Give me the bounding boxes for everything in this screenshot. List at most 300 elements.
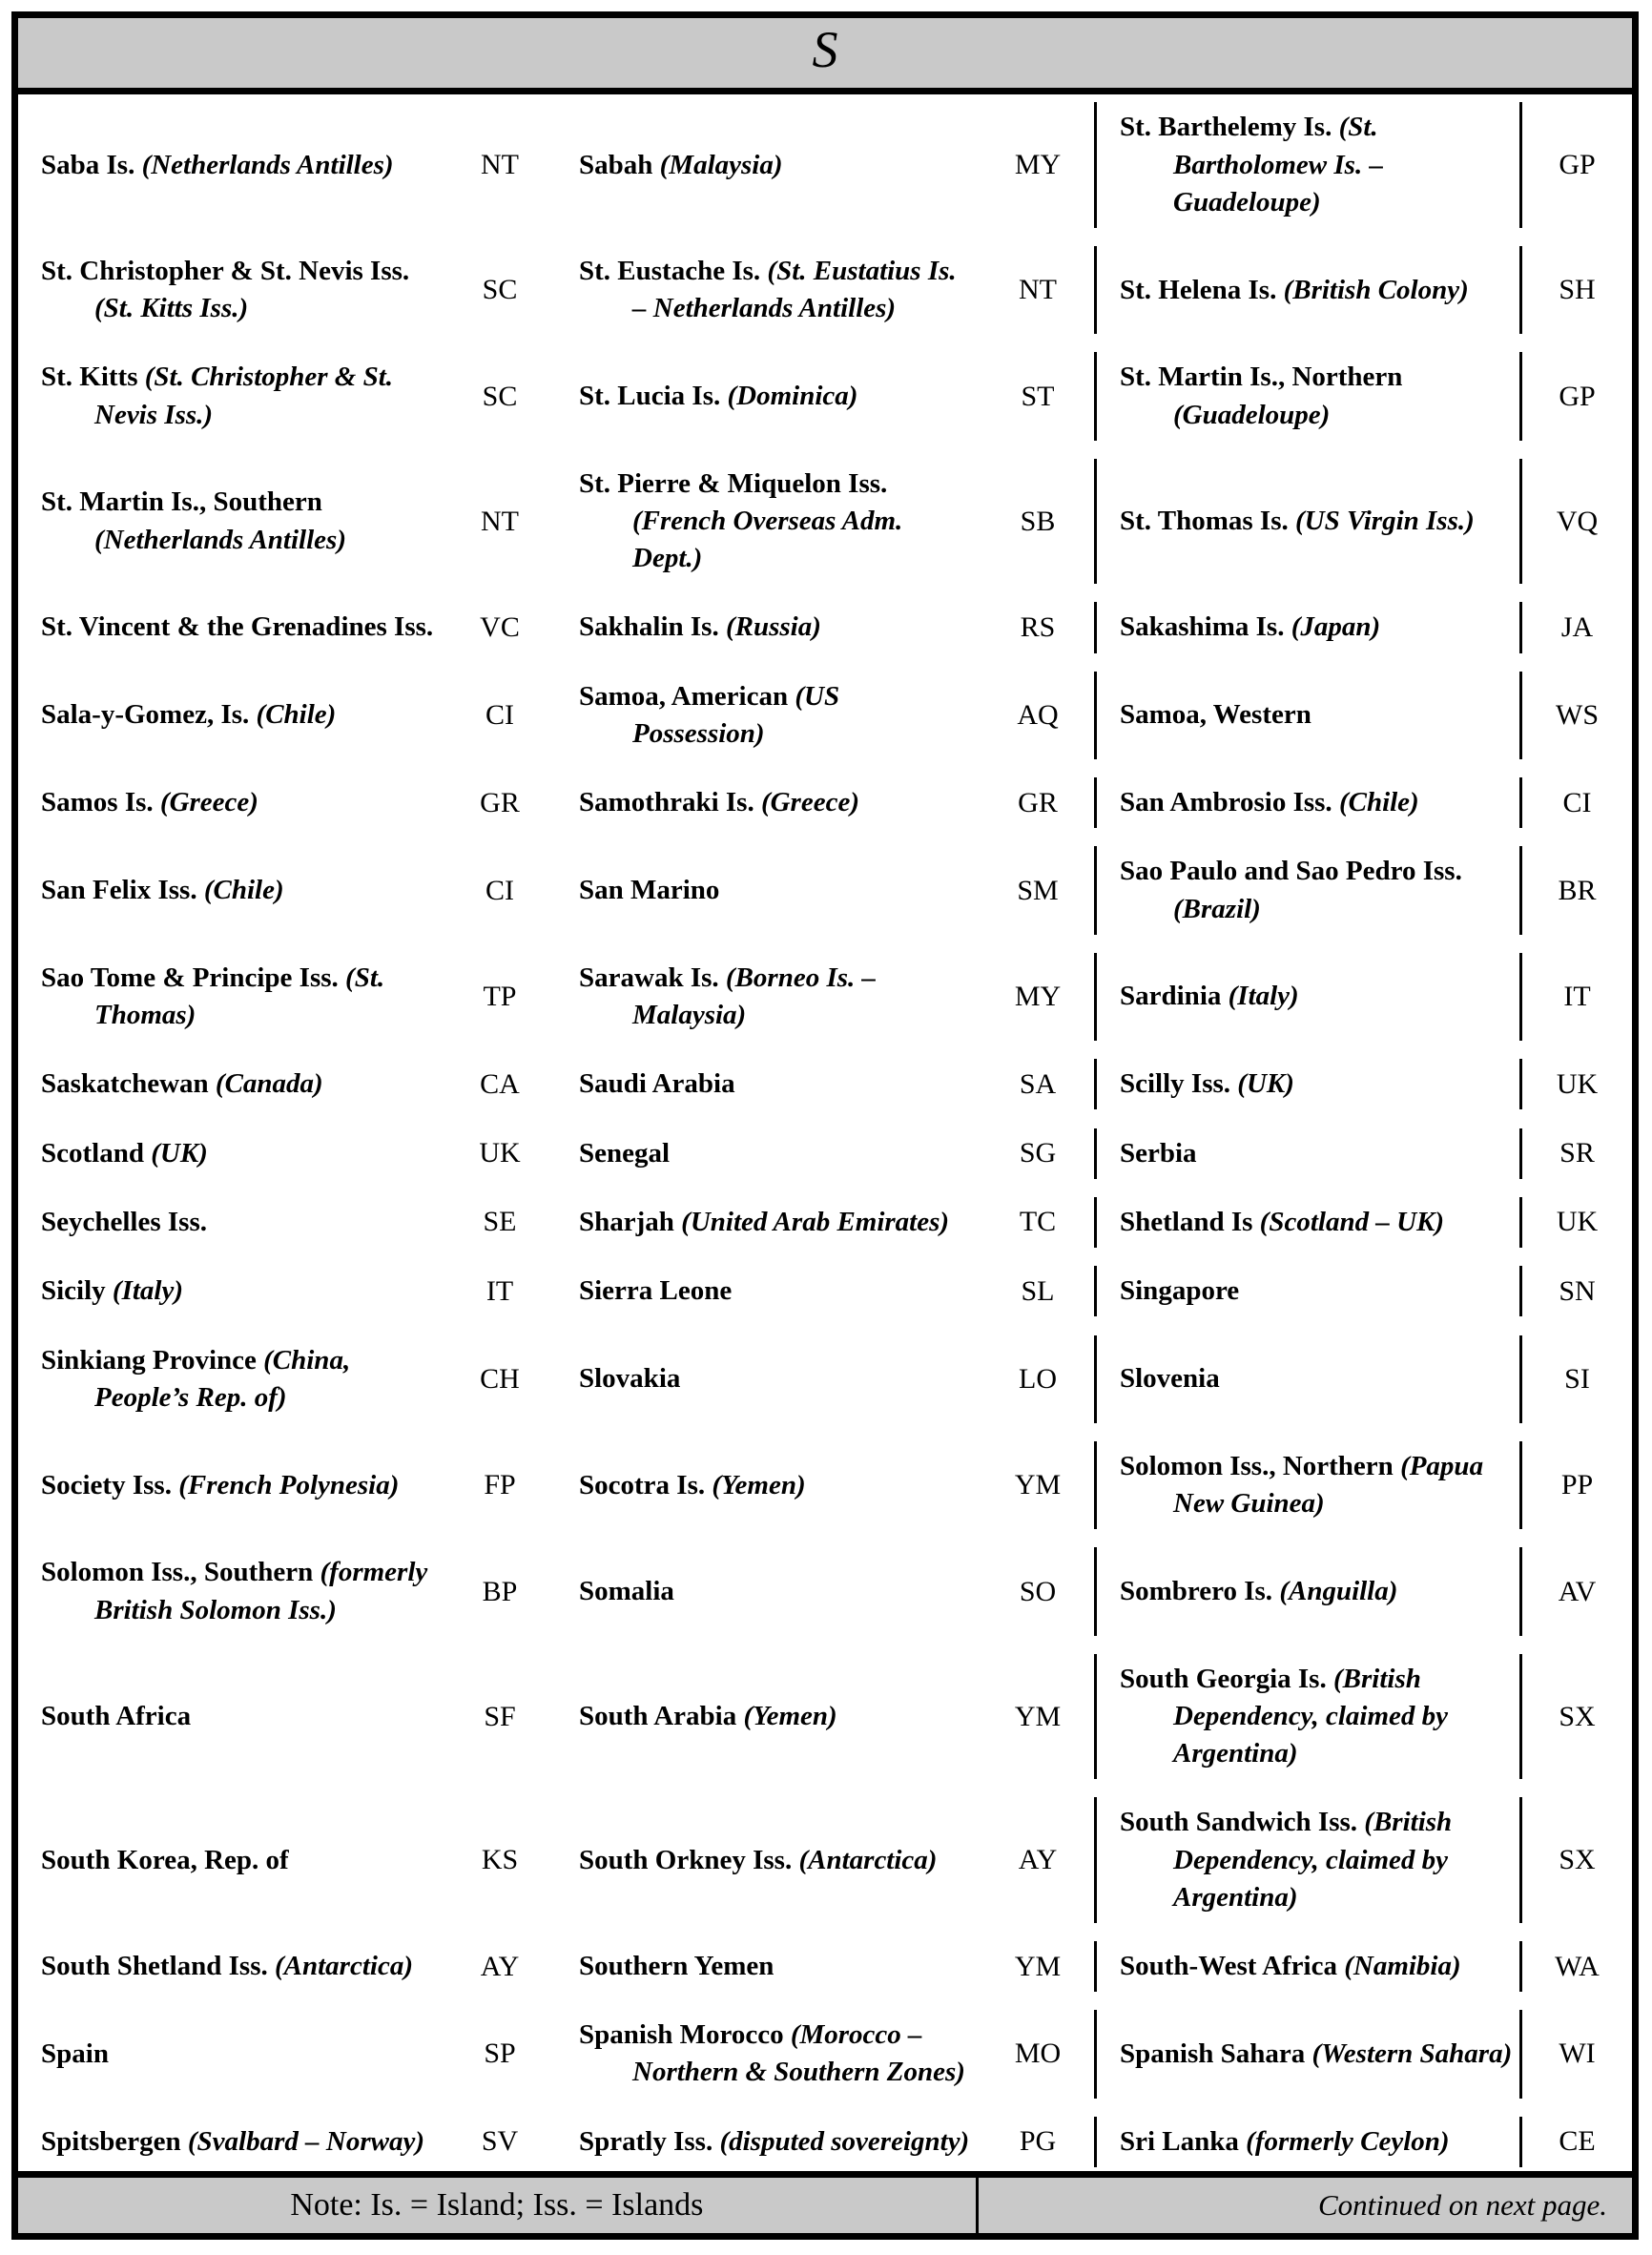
entry-name-cell [556, 1059, 981, 1109]
entry-code: SV [481, 2125, 519, 2158]
entry-text [41, 2036, 109, 2073]
entry-country-name: Sinkiang Province [41, 1344, 257, 1376]
entry-text [579, 678, 976, 753]
entry-name-cell [18, 459, 444, 584]
entry-country-name: Spitsbergen [41, 2125, 181, 2157]
entry-code: SA [1019, 1067, 1057, 1100]
entry-parenthetical-note: (Papua New Guinea) [1173, 1450, 1484, 1520]
entry-country-name: Samoa, Western [1120, 699, 1311, 731]
entry-text [41, 609, 433, 646]
entry-code: SM [1017, 874, 1059, 906]
entry-code-cell [981, 602, 1094, 652]
entry-code-cell [981, 2010, 1094, 2098]
entry-text [41, 1467, 399, 1504]
entry-text [41, 1065, 323, 1103]
entry-code-cell [981, 1441, 1094, 1529]
entry-text [1120, 1661, 1514, 1772]
entry-name-cell [18, 1335, 444, 1423]
entry-name-cell [18, 672, 444, 759]
entry-text [579, 253, 976, 327]
entry-parenthetical-note: (Netherlands Antilles) [94, 524, 346, 555]
entry-code: SI [1564, 1362, 1590, 1395]
entry-text [41, 1554, 438, 1628]
entry-country-name: Sharjah [579, 1206, 674, 1237]
entry-parenthetical-note: (Antarctica) [267, 1950, 413, 1981]
entry-code-cell [1519, 102, 1632, 227]
section-letter-header: S [18, 18, 1632, 94]
entry-country-name: Shetland Is [1120, 1206, 1253, 1237]
entry-code-cell [981, 1797, 1094, 1922]
entry-code: SP [484, 2038, 516, 2070]
entry-code: SB [1020, 505, 1056, 537]
entry-text [579, 1204, 949, 1241]
entry-name-cell [18, 102, 444, 227]
entry-code-cell [1519, 1197, 1632, 1248]
entry-name-cell [1094, 2010, 1519, 2098]
entry-code: UK [479, 1137, 521, 1169]
entry-country-name: Scilly Iss. [1120, 1068, 1231, 1100]
entry-text [41, 2123, 424, 2161]
entry-text [41, 872, 284, 909]
entry-code: GP [1559, 380, 1596, 412]
entry-name-cell [556, 1654, 981, 1779]
entry-name-cell [1094, 1059, 1519, 1109]
entry-parenthetical-note: (French Overseas Adm. Dept.) [632, 505, 903, 574]
entry-code: FP [484, 1469, 516, 1501]
entry-name-cell [1094, 352, 1519, 440]
entry-code: KS [481, 1844, 519, 1876]
entry-country-name: Samothraki Is. [579, 787, 754, 818]
entry-text [579, 960, 976, 1034]
entry-name-cell [556, 459, 981, 584]
entry-text [1120, 1204, 1444, 1241]
entry-code-cell [444, 1941, 556, 1992]
entry-name-cell [1094, 102, 1519, 227]
entry-country-name: St. Eustache Is. [579, 255, 761, 286]
entry-code-cell [444, 102, 556, 227]
entry-name-cell [18, 1266, 444, 1316]
entry-code-cell [981, 1335, 1094, 1423]
entry-code-cell [981, 459, 1094, 584]
entry-country-name: Sicily [41, 1275, 106, 1307]
entry-name-cell [1094, 602, 1519, 652]
entry-parenthetical-note: (Italy) [105, 1275, 184, 1307]
entry-country-name: Spratly Iss. [579, 2125, 713, 2157]
entry-text [1120, 503, 1475, 540]
entry-code: NT [481, 505, 519, 537]
entry-code-cell [444, 1654, 556, 1779]
entry-country-name: St. Christopher & St. Nevis Iss. [41, 255, 410, 286]
entry-text [41, 1272, 183, 1310]
entry-code-cell [981, 1941, 1094, 1992]
entry-code-cell [444, 1128, 556, 1179]
entry-parenthetical-note: (Russia) [718, 611, 821, 643]
entry-country-name: Sakashima Is. [1120, 611, 1285, 643]
entry-text [1120, 1448, 1514, 1522]
entry-text [41, 253, 438, 327]
entry-country-name: St. Vincent & the Grenadines Iss. [41, 611, 434, 643]
entry-code-cell [1519, 1335, 1632, 1423]
entry-name-cell [556, 2117, 981, 2167]
entry-text [579, 1272, 732, 1310]
entry-code-cell [981, 1197, 1094, 1248]
entry-name-cell [556, 1797, 981, 1922]
entry-country-name: Solomon Iss., Northern [1120, 1450, 1394, 1481]
entry-text [579, 147, 783, 184]
entry-code-cell [444, 846, 556, 934]
entry-code: CE [1559, 2125, 1596, 2158]
entry-parenthetical-note: (Guadeloupe) [1173, 399, 1331, 430]
entry-code: RS [1020, 610, 1056, 643]
entry-name-cell [556, 1441, 981, 1529]
entry-name-cell [556, 1128, 981, 1179]
entry-country-name: Sala-y-Gomez, Is. [41, 699, 250, 731]
entry-text [1120, 1272, 1239, 1310]
footer-note: Note: Is. = Island; Iss. = Islands [18, 2178, 979, 2233]
entry-country-name: Saskatchewan [41, 1068, 209, 1100]
entry-name-cell [1094, 1335, 1519, 1423]
entry-code-cell [444, 2010, 556, 2098]
entry-code-cell [1519, 1128, 1632, 1179]
entry-code: SO [1019, 1575, 1057, 1607]
entry-code: PG [1019, 2125, 1057, 2158]
entry-country-name: Sao Paulo and Sao Pedro Iss. [1120, 856, 1462, 887]
entry-text [1120, 272, 1469, 309]
entry-text [41, 484, 438, 558]
entry-code-cell [981, 352, 1094, 440]
entry-name-cell [1094, 1128, 1519, 1179]
entry-name-cell [1094, 1441, 1519, 1529]
entry-text [1120, 696, 1311, 734]
entry-parenthetical-note: (US Possession) [632, 680, 840, 749]
entry-code: CH [480, 1362, 520, 1395]
entry-text [579, 1360, 680, 1397]
entry-code-cell [1519, 846, 1632, 934]
entry-code: SC [482, 274, 518, 306]
entry-code: CI [485, 874, 514, 906]
entry-name-cell [556, 602, 981, 652]
entry-code: AV [1558, 1575, 1597, 1607]
entry-country-name: South Korea, Rep. of [41, 1844, 289, 1875]
entry-code-cell [981, 1654, 1094, 1779]
entry-code-cell [981, 777, 1094, 828]
entry-text [1120, 1948, 1461, 1985]
entry-parenthetical-note: (Japan) [1284, 611, 1381, 643]
entry-parenthetical-note: (British Dependency, claimed by Argentina) [1173, 1807, 1453, 1913]
entry-name-cell [556, 352, 981, 440]
entry-text [579, 2017, 976, 2091]
entry-country-name: South Orkney Iss. [579, 1844, 793, 1875]
entry-code: LO [1019, 1362, 1057, 1395]
entry-name-cell [1094, 459, 1519, 584]
entry-name-cell [18, 352, 444, 440]
entry-name-cell [1094, 1941, 1519, 1992]
entry-code-cell [1519, 1654, 1632, 1779]
entry-code-cell [981, 1059, 1094, 1109]
entry-text [1120, 853, 1514, 927]
entry-parenthetical-note: (Antarctica) [792, 1844, 938, 1875]
entry-text [579, 1135, 670, 1172]
entry-code: GP [1559, 149, 1596, 181]
entry-name-cell [556, 102, 981, 227]
entry-parenthetical-note: (Greece) [754, 787, 859, 818]
entry-name-cell [556, 1335, 981, 1423]
entry-parenthetical-note: (Canada) [208, 1068, 323, 1100]
entry-code: SR [1559, 1137, 1595, 1169]
entry-code-cell [444, 777, 556, 828]
entry-code: IT [1563, 981, 1591, 1013]
entry-code-cell [1519, 777, 1632, 828]
entry-code: BR [1558, 874, 1597, 906]
entry-code-cell [1519, 1797, 1632, 1922]
entry-code: NT [481, 149, 519, 181]
entry-parenthetical-note: (St. Kitts Iss.) [94, 293, 249, 324]
entry-text [1120, 1065, 1294, 1103]
entry-name-cell [1094, 246, 1519, 334]
entry-code: UK [1556, 1206, 1599, 1238]
entry-text [579, 1065, 735, 1103]
country-code-table [18, 94, 1632, 2171]
footer-continued: Continued on next page. [1317, 2188, 1607, 2222]
entry-code: MO [1014, 2038, 1062, 2070]
entry-code-cell [1519, 352, 1632, 440]
entry-country-name: South Georgia Is. [1120, 1663, 1327, 1694]
entry-name-cell [1094, 672, 1519, 759]
entry-name-cell [18, 846, 444, 934]
entry-code-cell [981, 846, 1094, 934]
entry-text [579, 1573, 674, 1610]
entry-country-name: St. Kitts [41, 362, 138, 393]
entry-country-name: South Shetland Iss. [41, 1950, 268, 1981]
entry-country-name: Solomon Iss., Southern [41, 1557, 314, 1588]
entry-code-cell [444, 2117, 556, 2167]
entry-country-name: Singapore [1120, 1275, 1240, 1307]
entry-code-cell [444, 459, 556, 584]
entry-country-name: South Arabia [579, 1700, 737, 1731]
entry-country-name: Spanish Sahara [1120, 2038, 1306, 2069]
entry-code: CI [1562, 786, 1592, 818]
entry-name-cell [1094, 1197, 1519, 1248]
entry-code-cell [444, 1547, 556, 1635]
entry-country-name: Sao Tome & Principe Iss. [41, 962, 339, 993]
entry-code-cell [1519, 2117, 1632, 2167]
entry-text [41, 147, 394, 184]
entry-code-cell [981, 672, 1094, 759]
entry-country-name: Slovenia [1120, 1363, 1220, 1395]
entry-parenthetical-note: (British Colony) [1276, 274, 1469, 305]
entry-code: PP [1560, 1469, 1594, 1501]
entry-parenthetical-note: (St. Bartholomew Is. – Guadeloupe) [1173, 112, 1383, 217]
entry-parenthetical-note: (British Dependency, claimed by Argentina) [1173, 1663, 1449, 1769]
entry-text [579, 1698, 837, 1735]
entry-parenthetical-note: (formerly British Solomon Iss.) [94, 1557, 428, 1625]
entry-code: SH [1559, 274, 1596, 306]
entry-code-cell [1519, 2010, 1632, 2098]
entry-country-name: Sakhalin Is. [579, 611, 719, 643]
entry-country-name: St. Martin Is., Northern [1120, 362, 1403, 393]
entry-text [41, 960, 438, 1034]
entry-code-cell [1519, 1547, 1632, 1635]
entry-code: UK [1556, 1067, 1599, 1100]
entry-country-name: Serbia [1120, 1137, 1197, 1169]
entry-code: YM [1014, 1950, 1062, 1982]
entry-code-cell [444, 352, 556, 440]
entry-country-name: St. Helena Is. [1120, 274, 1277, 305]
entry-parenthetical-note: (Yemen) [705, 1469, 806, 1500]
entry-name-cell [556, 1197, 981, 1248]
entry-country-name: Samos Is. [41, 787, 154, 818]
entry-code: YM [1014, 1469, 1062, 1501]
entry-code: MY [1014, 981, 1062, 1013]
entry-code-cell [1519, 246, 1632, 334]
entry-code-cell [981, 953, 1094, 1041]
entry-parenthetical-note: (Western Sahara) [1305, 2038, 1513, 2069]
entry-code-cell [1519, 602, 1632, 652]
entry-name-cell [18, 2117, 444, 2167]
entry-parenthetical-note: (French Polynesia) [171, 1469, 400, 1500]
entry-name-cell [18, 1797, 444, 1922]
entry-code: TC [1019, 1206, 1057, 1238]
entry-parenthetical-note: (St. Christopher & St. Nevis Iss.) [94, 362, 394, 430]
entry-code: WI [1559, 2038, 1596, 2070]
entry-text [41, 1135, 208, 1172]
entry-parenthetical-note: (Brazil) [1173, 893, 1261, 924]
entry-name-cell [18, 1941, 444, 1992]
entry-parenthetical-note: (Svalbard – Norway) [180, 2125, 424, 2157]
entry-country-name: Saudi Arabia [579, 1068, 735, 1100]
entry-code: CA [480, 1067, 520, 1100]
entry-code: NT [1019, 274, 1057, 306]
entry-country-name: Sardinia [1120, 981, 1222, 1012]
entry-parenthetical-note: (St. Eustatius Is. – Netherlands Antilles) [632, 255, 957, 324]
entry-code: VC [480, 610, 520, 643]
entry-code: MY [1014, 149, 1062, 181]
entry-text [41, 1204, 207, 1241]
entry-name-cell [18, 777, 444, 828]
entry-text [1120, 978, 1299, 1015]
entry-parenthetical-note: (Anguilla) [1272, 1575, 1398, 1606]
entry-country-name: Sri Lanka [1120, 2125, 1239, 2157]
entry-country-name: Saba Is. [41, 149, 135, 180]
entry-code-cell [1519, 459, 1632, 584]
entry-name-cell [1094, 1797, 1519, 1922]
entry-name-cell [1094, 2117, 1519, 2167]
entry-text [41, 1842, 289, 1879]
entry-text [1120, 1573, 1397, 1610]
entry-code: SC [482, 380, 518, 412]
entry-country-name: Sierra Leone [579, 1275, 733, 1307]
entry-code-cell [1519, 672, 1632, 759]
entry-text [1120, 2036, 1512, 2073]
entry-text [579, 1467, 806, 1504]
entry-country-name: St. Barthelemy Is. [1120, 112, 1332, 143]
entry-country-name: Spanish Morocco [579, 2019, 784, 2051]
entry-name-cell [18, 1059, 444, 1109]
entry-name-cell [556, 1266, 981, 1316]
entry-country-name: Socotra Is. [579, 1469, 706, 1500]
entry-parenthetical-note: (United Arab Emirates) [673, 1206, 950, 1237]
entry-parenthetical-note: (UK) [143, 1137, 208, 1169]
entry-name-cell [1094, 953, 1519, 1041]
entry-code: GR [1018, 786, 1058, 818]
entry-code-cell [444, 602, 556, 652]
entry-text [1120, 1804, 1514, 1915]
entry-text [41, 1698, 191, 1735]
entry-name-cell [1094, 1654, 1519, 1779]
entry-parenthetical-note: (formerly Ceylon) [1238, 2125, 1450, 2157]
entry-name-cell [18, 602, 444, 652]
entry-country-name: St. Martin Is., Southern [41, 486, 322, 518]
entry-name-cell [18, 1654, 444, 1779]
entry-parenthetical-note: (Chile) [196, 875, 284, 906]
entry-country-name: Southern Yemen [579, 1950, 774, 1981]
entry-text [1120, 109, 1514, 220]
entry-text [41, 359, 438, 433]
entry-code: SX [1559, 1844, 1596, 1876]
entry-country-name: Sabah [579, 149, 653, 180]
entry-code-cell [1519, 1441, 1632, 1529]
entry-parenthetical-note: (Dominica) [720, 380, 858, 411]
entry-parenthetical-note: (China, People’s Rep. of) [94, 1344, 351, 1413]
entry-code: AY [1018, 1844, 1058, 1876]
entry-country-name: South Sandwich Iss. [1120, 1807, 1358, 1838]
entry-name-cell [1094, 1547, 1519, 1635]
entry-code-cell [1519, 953, 1632, 1041]
entry-code-cell [981, 102, 1094, 227]
entry-text [1120, 1360, 1220, 1397]
entry-parenthetical-note: (US Virgin Iss.) [1288, 505, 1475, 536]
entry-parenthetical-note: (Chile) [249, 699, 337, 731]
entry-code: JA [1560, 610, 1594, 643]
entry-code: BP [482, 1575, 518, 1607]
entry-code-cell [1519, 1059, 1632, 1109]
entry-name-cell [18, 246, 444, 334]
entry-text [41, 1948, 413, 1985]
entry-name-cell [556, 2010, 981, 2098]
entry-code-cell [444, 1266, 556, 1316]
entry-name-cell [18, 1441, 444, 1529]
entry-country-name: St. Thomas Is. [1120, 505, 1289, 536]
entry-country-name: South-West Africa [1120, 1950, 1337, 1981]
entry-code-cell [444, 246, 556, 334]
entry-code: YM [1014, 1700, 1062, 1732]
entry-parenthetical-note: (Netherlands Antilles) [134, 149, 394, 180]
entry-country-name: St. Lucia Is. [579, 380, 721, 411]
entry-parenthetical-note: (Namibia) [1336, 1950, 1461, 1981]
entry-name-cell [1094, 1266, 1519, 1316]
entry-text [1120, 1135, 1197, 1172]
table-footer [18, 2171, 1632, 2233]
entry-name-cell [556, 672, 981, 759]
entry-parenthetical-note: (disputed sovereignty) [712, 2125, 970, 2157]
entry-text [1120, 359, 1514, 433]
entry-code: SN [1559, 1274, 1596, 1307]
entry-name-cell [18, 1128, 444, 1179]
entry-code: WS [1556, 698, 1599, 731]
entry-parenthetical-note: (Yemen) [736, 1700, 837, 1731]
entry-name-cell [18, 1197, 444, 1248]
entry-code: GR [480, 786, 520, 818]
entry-code: AY [480, 1950, 520, 1982]
entry-text [1120, 609, 1380, 646]
entry-code-cell [444, 1335, 556, 1423]
entry-parenthetical-note: (Chile) [1332, 787, 1419, 818]
entry-text [41, 784, 258, 821]
entry-country-name: Somalia [579, 1575, 674, 1606]
entry-country-name: Scotland [41, 1137, 144, 1169]
table-frame [11, 11, 1639, 2240]
entry-parenthetical-note: (Greece) [153, 787, 258, 818]
